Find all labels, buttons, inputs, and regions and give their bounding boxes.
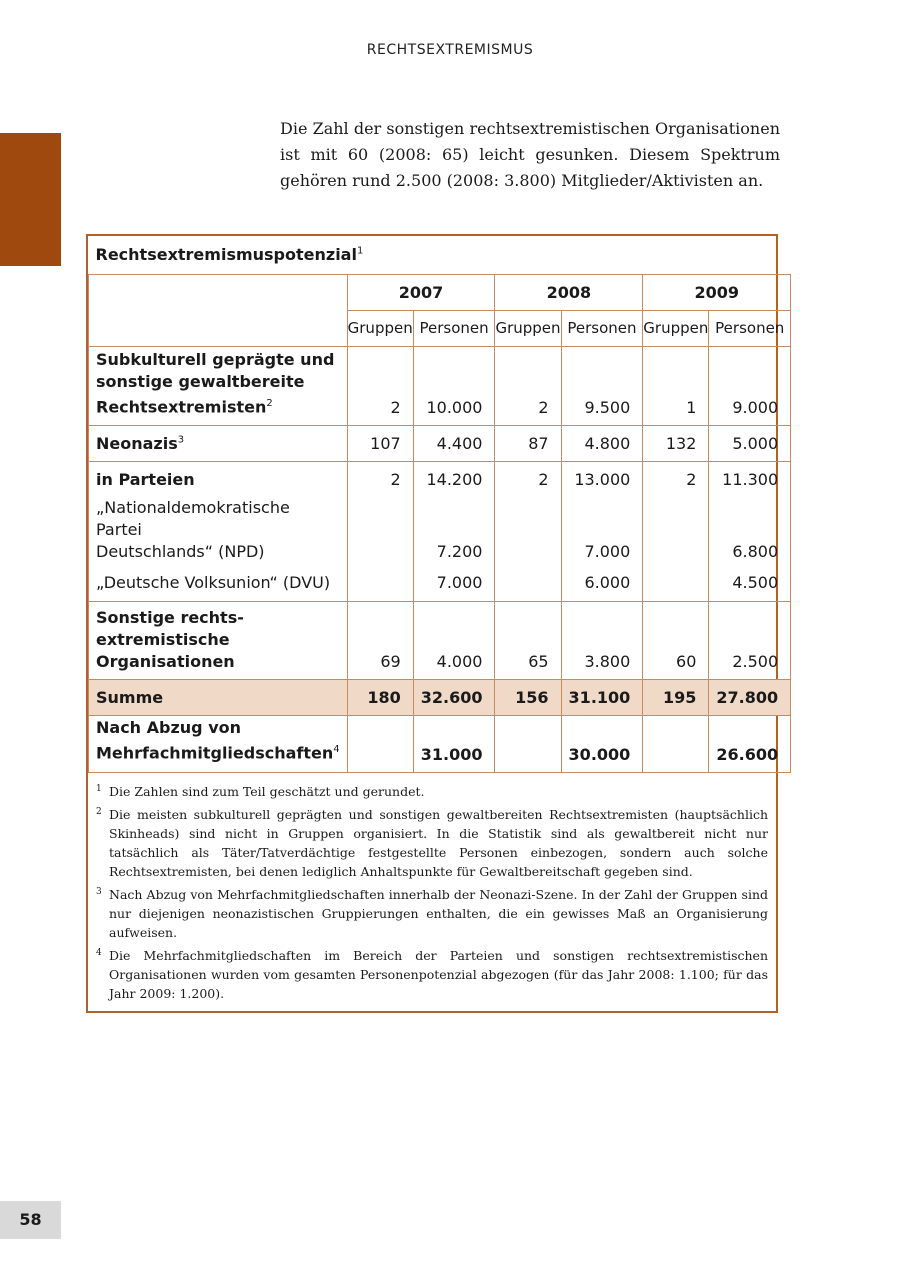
cell-value: 60 xyxy=(643,601,709,679)
cell-value: 13.000 xyxy=(561,461,643,497)
col-personen: Personen xyxy=(413,310,495,346)
running-title: RECHTSEXTREMISMUS xyxy=(366,42,534,58)
col-personen: Personen xyxy=(561,310,643,346)
cell-value: 180 xyxy=(347,679,413,715)
year-2009: 2009 xyxy=(643,274,791,310)
cell-value: 2 xyxy=(347,461,413,497)
cell-value: 31.000 xyxy=(413,715,495,772)
potential-table xyxy=(88,236,791,773)
row-label: in Parteien xyxy=(89,461,348,497)
col-gruppen: Gruppen xyxy=(495,310,561,346)
cell-value: 14.200 xyxy=(413,461,495,497)
cell-value: 195 xyxy=(643,679,709,715)
row-label: Sonstige rechts- extremistische Organisationen xyxy=(89,601,348,679)
table-row xyxy=(89,425,791,461)
row-label: Subkulturell geprägte und sonstige gewaltbereite Rechtsextremisten$^2$ xyxy=(89,346,348,425)
cell-value: 31.100 xyxy=(561,679,643,715)
table-row xyxy=(89,346,791,425)
table-title: Rechtsextremismuspotenzial$^1$ xyxy=(89,236,791,274)
col-personen: Personen xyxy=(709,310,791,346)
footnote: 2 Die meisten subkulturell geprägten und sonstigen gewaltbereiten Rechtsextremisten (hauptsächlich Skinheads) sind nicht in Gruppen organisiert. In die Statistik sind als gewaltbereit nicht nur tatsächlich als Täter/Tatverdächtige festgestellte Personen einbezogen, sondern auch solche Rechtsextremisten, bei denen lediglich Anhaltspunkte für Gewaltbereitschaft gegeben sind. xyxy=(96,807,768,879)
table-row xyxy=(89,497,791,565)
cell-value: 132 xyxy=(643,425,709,461)
cell-value: 4.800 xyxy=(561,425,643,461)
cell-value: 10.000 xyxy=(413,346,495,425)
table-row xyxy=(89,565,791,601)
cell-value: 4.500 xyxy=(709,565,791,601)
col-gruppen: Gruppen xyxy=(347,310,413,346)
cell-value: 156 xyxy=(495,679,561,715)
cell-value: 30.000 xyxy=(561,715,643,772)
cell-value: 107 xyxy=(347,425,413,461)
cell-value: 32.600 xyxy=(413,679,495,715)
cell-value: 7.000 xyxy=(561,497,643,565)
cell-value: 65 xyxy=(495,601,561,679)
cell-value: 7.200 xyxy=(413,497,495,565)
cell-value: 6.000 xyxy=(561,565,643,601)
cell-value: 11.300 xyxy=(709,461,791,497)
summe-row xyxy=(89,679,791,715)
chapter-color-tab xyxy=(0,133,61,266)
row-label: „Nationaldemokratische Partei Deutschlands“ (NPD) xyxy=(89,497,348,565)
page-number: 58 xyxy=(0,1201,61,1239)
cell-value: 27.800 xyxy=(709,679,791,715)
year-2008: 2008 xyxy=(495,274,643,310)
cell-value: 2 xyxy=(495,346,561,425)
cell-value: 69 xyxy=(347,601,413,679)
cell-value: 7.000 xyxy=(413,565,495,601)
row-label: Neonazis$^3$ xyxy=(89,425,348,461)
cell-value: 5.000 xyxy=(709,425,791,461)
cell-value: 6.800 xyxy=(709,497,791,565)
year-2007: 2007 xyxy=(347,274,495,310)
footnote: 1 Die Zahlen sind zum Teil geschätzt und gerundet. xyxy=(96,784,425,799)
table-row xyxy=(89,461,791,497)
cell-value: 87 xyxy=(495,425,561,461)
cell-value: 26.600 xyxy=(709,715,791,772)
cell-value: 4.000 xyxy=(413,601,495,679)
row-label: „Deutsche Volksunion“ (DVU) xyxy=(89,565,348,601)
cell-value: 4.400 xyxy=(413,425,495,461)
footnote: 4 Die Mehrfachmitgliedschaften im Bereich der Parteien und sonstigen rechtsextremistischen Organisationen wurden vom gesamten Personenpotenzial abgezogen (für das Jahr 2008: 1.100; für das Jahr 2009: 1.200). xyxy=(96,948,768,1001)
table-row xyxy=(89,715,791,772)
intro-paragraph: Die Zahl der sonstigen rechtsextremistischen Organisationen ist mit 60 (2008: 65) leicht gesunken. Diesem Spektrum gehören rund 2.500 (2008: 3.800) Mitglieder/Aktivisten an. xyxy=(280,119,780,190)
col-gruppen: Gruppen xyxy=(643,310,709,346)
footnotes xyxy=(96,782,768,1007)
cell-value: 2 xyxy=(495,461,561,497)
table-row xyxy=(89,601,791,679)
footnote: 3 Nach Abzug von Mehrfachmitgliedschaften innerhalb der Neonazi-Szene. In der Zahl der Gruppen sind nur diejenigen neonazistischen Gruppierungen enthalten, die ein gewisses Maß an Organisierung aufweisen. xyxy=(96,887,768,940)
cell-value: 3.800 xyxy=(561,601,643,679)
cell-value: 1 xyxy=(643,346,709,425)
cell-value: 2.500 xyxy=(709,601,791,679)
cell-value: 9.000 xyxy=(709,346,791,425)
row-label: Nach Abzug von Mehrfachmitgliedschaften$^4$ xyxy=(89,715,348,772)
cell-value: 9.500 xyxy=(561,346,643,425)
cell-value: 2 xyxy=(643,461,709,497)
cell-value: 2 xyxy=(347,346,413,425)
row-label: Summe xyxy=(89,679,348,715)
